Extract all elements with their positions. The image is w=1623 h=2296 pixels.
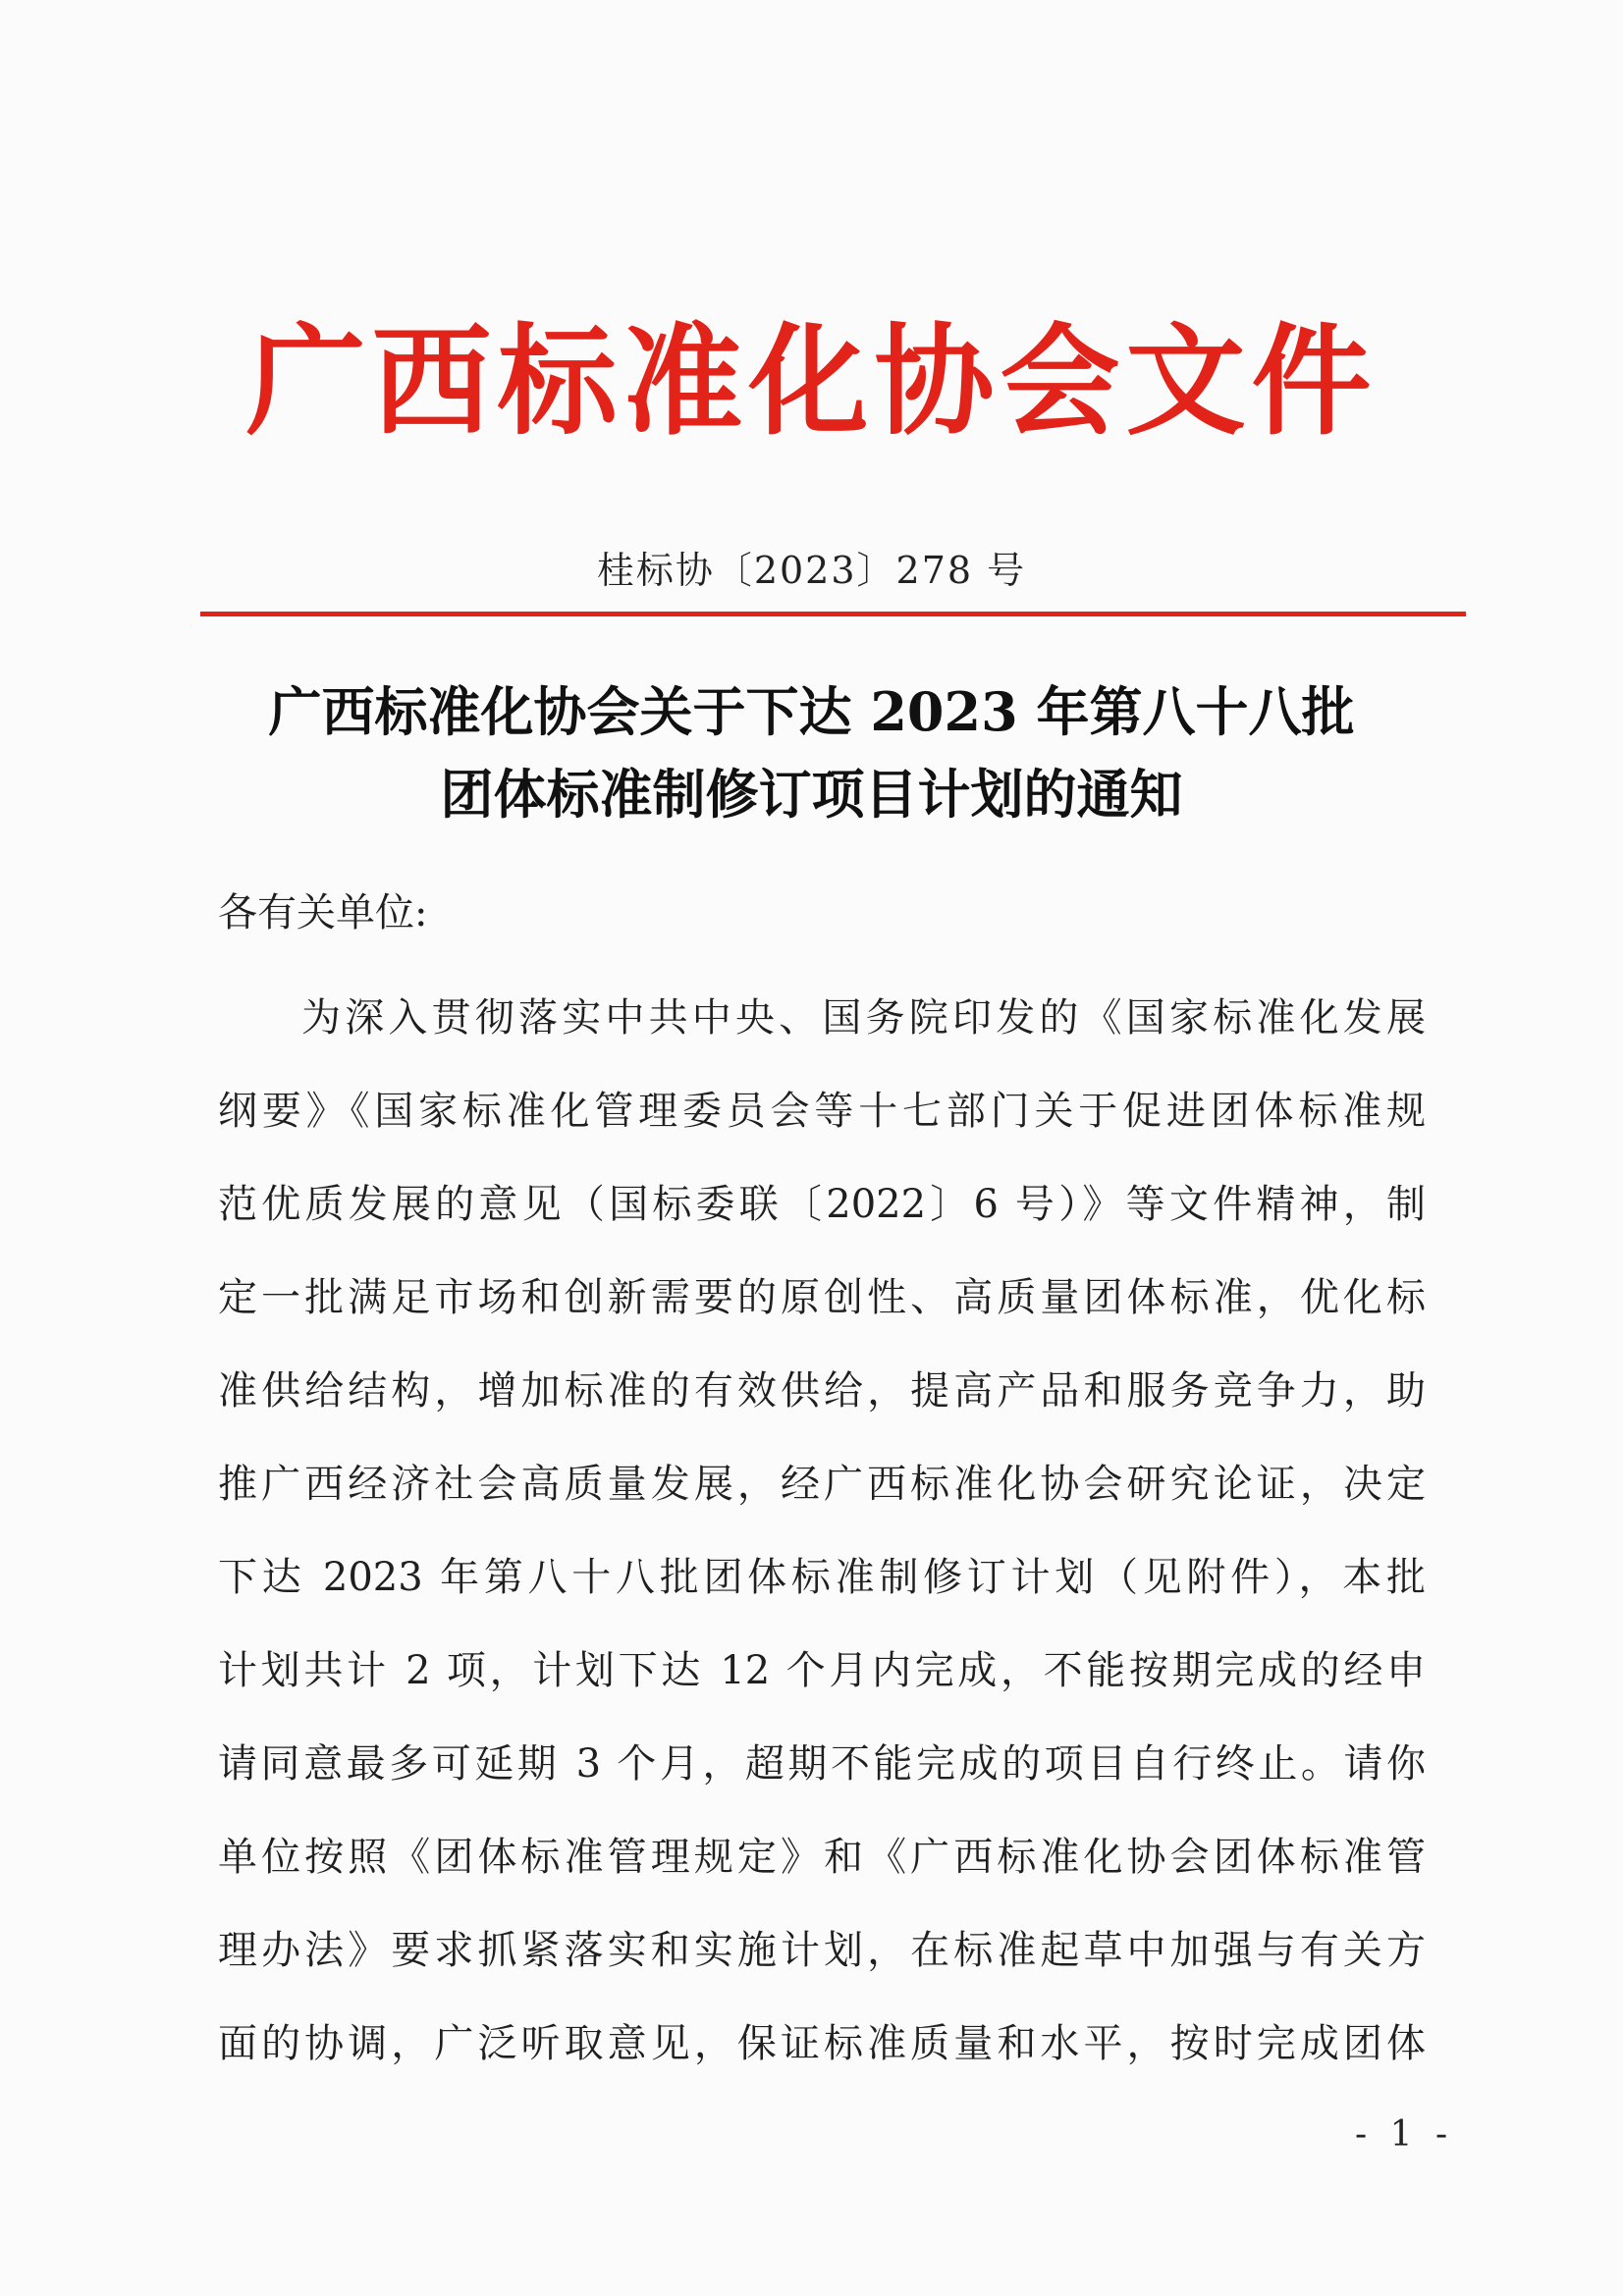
body-line: 定一批满足市场和创新需要的原创性、高质量团体标准，优化标	[218, 1275, 1426, 1320]
body-paragraph	[218, 972, 1426, 2091]
notice-title	[147, 670, 1476, 835]
page-number: - 1 -	[1355, 2114, 1454, 2155]
red-divider-rule	[200, 612, 1466, 616]
notice-title-line: 广西标准化协会关于下达 2023 年第八十八批	[268, 680, 1355, 743]
body-line: 下达 2023 年第八十八批团体标准制修订计划（见附件），本批	[218, 1555, 1426, 1600]
body-line: 计划共计 2 项，计划下达 12 个月内完成，不能按期完成的经申	[218, 1648, 1426, 1693]
body-line: 请同意最多可延期 3 个月，超期不能完成的项目自行终止。请你	[218, 1741, 1426, 1787]
body-line: 理办法》要求抓紧落实和实施计划，在标准起草中加强与有关方	[218, 1928, 1426, 1973]
document-number: 桂标协〔2023〕278 号	[596, 549, 1027, 592]
masthead-title: 广西标准化协会文件	[245, 310, 1378, 452]
body-line: 范优质发展的意见（国标委联〔2022〕6 号）》等文件精神，制	[218, 1182, 1426, 1227]
body-line: 准供给结构，增加标准的有效供给，提高产品和服务竞争力，助	[218, 1368, 1426, 1414]
body-line: 单位按照《团体标准管理规定》和《广西标准化协会团体标准管	[218, 1835, 1426, 1880]
body-line: 为深入贯彻落实中共中央、国务院印发的《国家标准化发展	[301, 995, 1426, 1041]
body-line: 推广西经济社会高质量发展，经广西标准化协会研究论证，决定	[218, 1462, 1426, 1507]
notice-title-line: 团体标准制修订项目计划的通知	[440, 763, 1183, 826]
body-line: 纲要》《国家标准化管理委员会等十七部门关于促进团体标准规	[218, 1089, 1426, 1134]
body-line: 面的协调，广泛听取意见，保证标准质量和水平，按时完成团体	[218, 2021, 1426, 2066]
salutation: 各有关单位:	[218, 890, 428, 935]
